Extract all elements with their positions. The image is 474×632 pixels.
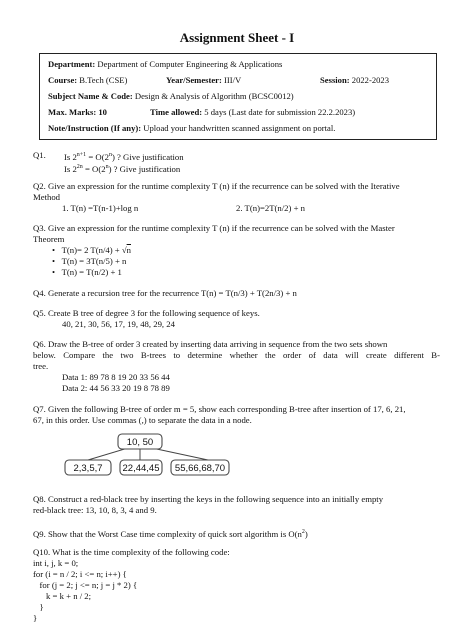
q7-line-1: Q7. Given the following B-tree of order m = 5, show each corresponding B-tree after insertion of 17, 6, 21, [33, 404, 406, 414]
q10-line-1: Q10. What is the time complexity of the following code: [33, 547, 230, 557]
q1-line-2: Is $2^{2n} = O(2^n)$ ? Give justification [64, 164, 181, 174]
time-row [150, 107, 355, 117]
note-row [48, 123, 335, 133]
q2-item-1: 1. T(n) =T(n-1)+log n [62, 203, 139, 213]
btree-child-3 [171, 460, 229, 475]
edge-left [88, 448, 128, 460]
subject-label: Subject Name & Code: [48, 91, 133, 101]
q6-line-3: tree. [33, 361, 49, 371]
root-keys: 10, 50 [126, 437, 154, 448]
child-2-keys: 22,44,45 [122, 463, 160, 474]
max-marks: Max. Marks: 10 [48, 107, 107, 117]
yearsem-row [166, 75, 241, 85]
q8-line-1: Q8. Construct a red-black tree by inserting the keys in the following sequence into an initially empty [33, 494, 384, 504]
q7-line-2: 67, in this order. Use commas (,) to separate the data in a node. [33, 415, 252, 425]
note-value: Upload your handwritten scanned assignment on portal. [143, 123, 336, 133]
q4-text: Q4. Generate a recursion tree for the recurrence T(n) = T(n/3) + T(2n/3) + n [33, 288, 297, 298]
q5-line-1: Q5. Create B tree of degree 3 for the following sequence of keys. [33, 308, 260, 318]
department-row [48, 59, 282, 69]
q3-bullet-3: • T(n) = T(n/2) + 1 [52, 267, 122, 277]
q3-line-2: Theorem [33, 234, 65, 244]
q6-data-1: Data 1: 89 78 8 19 20 33 56 44 [62, 372, 170, 382]
q1-line-1: Is $2^{n+1} = O(2^n)$ ? Give justification [64, 152, 184, 162]
child-3-keys: 55,66,68,70 [174, 463, 226, 474]
q6-line-2: below. Compare the two B-trees to determine whether the order of data will create different B- [33, 350, 440, 360]
q10-code-3: for (j = 2; j <= n; j = j * 2) { [33, 580, 138, 590]
btree-edges [88, 448, 208, 460]
q8-line-2: red-black tree: 13, 10, 8, 3, 4 and 9. [33, 505, 157, 515]
q9-text: Q9. Show that the Worst Case time complexity of quick sort algorithm is $O(n^2)$ [33, 529, 308, 539]
q3-bullet-2: • T(n) = 3T(n/5) + n [52, 256, 127, 266]
q10-code-4: k = k + n / 2; [33, 591, 92, 601]
time-value: 5 days (Last date for submission 22.2.2023) [204, 107, 356, 117]
subject-row [48, 91, 294, 101]
btree-child-1 [65, 460, 111, 475]
page-title: Assignment Sheet - I [179, 30, 295, 45]
department-label: Department: [48, 59, 96, 69]
time-label: Time allowed: [150, 107, 203, 117]
course-row [48, 75, 127, 85]
course-label: Course: [48, 75, 78, 85]
yearsem-label: Year/Semester: [166, 75, 222, 85]
btree-diagram [58, 431, 248, 481]
q10-code-6: } [33, 613, 38, 623]
q1-number: Q1. [33, 150, 46, 160]
session-value: 2022-2023 [351, 75, 390, 85]
session-label: Session: [320, 75, 350, 85]
q10-code-2: for (i = n / 2; i <= n; i++) { [33, 569, 127, 579]
q2-line-1: Q2. Give an expression for the runtime complexity T (n) if the recurrence can be solved with the Iterative [33, 181, 400, 191]
q3-bullet-1: • T(n)= 2 T(n/4) + √n [52, 245, 131, 255]
q10-code-5: } [33, 602, 44, 612]
child-1-keys: 2,3,5,7 [73, 463, 103, 474]
q5-keys: 40, 21, 30, 56, 17, 19, 48, 29, 24 [62, 319, 175, 329]
btree-child-2 [120, 460, 162, 475]
q6-data-2: Data 2: 44 56 33 20 19 8 78 89 [62, 383, 170, 393]
edge-right [152, 448, 208, 460]
q2-line-2: Method [33, 192, 61, 202]
course-value: B.Tech (CSE) [79, 75, 128, 85]
department-value: Department of Computer Engineering & Applications [97, 59, 283, 69]
btree-root-node [118, 434, 162, 449]
q3-line-1: Q3. Give an expression for the runtime complexity T (n) if the recurrence can be solved with the Master [33, 223, 395, 233]
session-row [320, 75, 389, 85]
q10-code-1: int i, j, k = 0; [33, 558, 79, 568]
q2-item-2: 2. T(n)=2T(n/2) + n [236, 203, 305, 213]
header-box [39, 53, 437, 140]
note-label: Note/Instruction (If any): [48, 123, 142, 133]
q6-line-1: Q6. Draw the B-tree of order 3 created by inserting data arriving in sequence from the two sets shown [33, 339, 388, 349]
subject-value: Design & Analysis of Algorithm (BCSC0012) [134, 91, 294, 101]
yearsem-value: III/V [224, 75, 242, 85]
